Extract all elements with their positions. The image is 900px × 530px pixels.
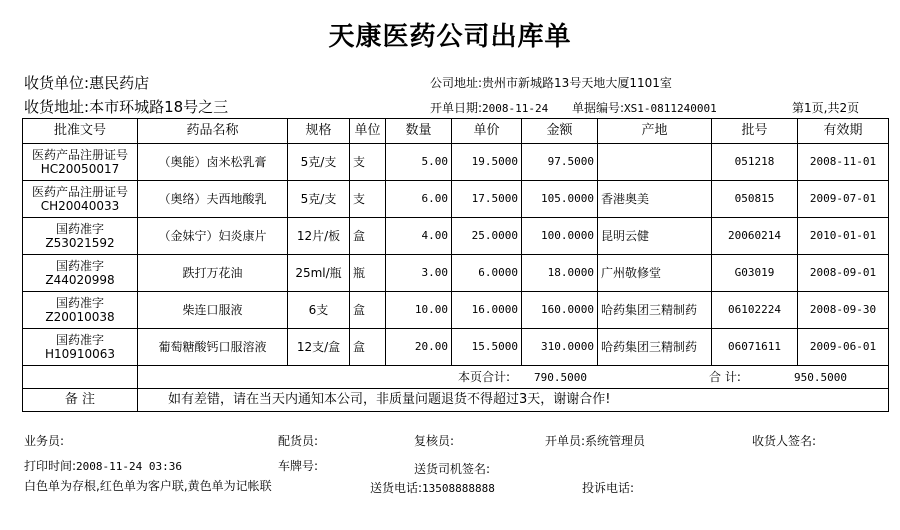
print-time-label: 打印时间:: [24, 459, 77, 473]
quantity-cell: 4.00: [386, 218, 452, 255]
batch-number-cell: 06071611: [712, 329, 798, 366]
delivery-phone-label: 送货电话:: [370, 481, 423, 495]
print-time: [24, 457, 182, 474]
issuer-value: 系统管理员: [585, 434, 646, 448]
expiry-date-cell: 2009-06-01: [798, 329, 889, 366]
amount-cell: 160.0000: [522, 292, 598, 329]
spec-cell: 5克/支: [288, 181, 350, 218]
document-number: [572, 99, 717, 116]
col-header: 批准文号: [23, 119, 138, 144]
totals-row: [23, 366, 889, 389]
origin-cell: 广州敬修堂: [598, 255, 712, 292]
driver-signature-label: 送货司机签名:: [414, 462, 491, 476]
issuer-label: 开单员:: [545, 434, 586, 448]
complaint-phone-label: 投诉电话:: [582, 481, 635, 495]
company-address-label: 公司地址:: [430, 76, 483, 90]
expiry-date-cell: 2008-09-01: [798, 255, 889, 292]
table-row: [23, 181, 889, 218]
col-header: 规格: [288, 119, 350, 144]
origin-cell: 香港奥美: [598, 181, 712, 218]
receiving-address-label: 收货地址:: [24, 98, 90, 116]
unit-cell: 支: [350, 144, 386, 181]
document-title: 天康医药公司出库单: [328, 22, 572, 52]
print-time-value: 2008-11-24 03:36: [76, 460, 183, 473]
batch-number-cell: G03019: [712, 255, 798, 292]
col-header: 单位: [350, 119, 386, 144]
col-header: 单价: [452, 119, 522, 144]
page-info: 第1页,共2页: [792, 101, 860, 115]
remarks-row: [23, 389, 889, 412]
spec-cell: 5克/支: [288, 144, 350, 181]
amount-cell: 105.0000: [522, 181, 598, 218]
receiving-unit: [24, 72, 149, 93]
drug-name-cell: 跌打万花油: [138, 255, 288, 292]
remarks-text: 如有差错，请在当天内通知本公司，非质量问题退货不得超过3天，谢谢合作!: [138, 389, 889, 412]
totals-blank-cell: [23, 366, 138, 389]
unit-cell: 盒: [350, 218, 386, 255]
drug-name-cell: 柴连口服液: [138, 292, 288, 329]
col-header: 批号: [712, 119, 798, 144]
company-address-value: 贵州市新城路13号天地大厦1101室: [482, 76, 672, 90]
receiving-unit-label: 收货单位:: [24, 74, 90, 92]
table-row: [23, 292, 889, 329]
amount-cell: 18.0000: [522, 255, 598, 292]
expiry-date-cell: 2009-07-01: [798, 181, 889, 218]
amount-cell: 310.0000: [522, 329, 598, 366]
batch-number-cell: 051218: [712, 144, 798, 181]
batch-number-cell: 050815: [712, 181, 798, 218]
spec-cell: 12支/盒: [288, 329, 350, 366]
delivery-phone: [370, 479, 495, 496]
unit-cell: 支: [350, 181, 386, 218]
salesman-label: 业务员:: [24, 434, 65, 448]
receiver-signature-label: 收货人签名:: [752, 434, 817, 448]
totals-cell: [138, 366, 889, 389]
copies-note: 白色单为存根,红色单为客户联,黄色单为记帐联: [24, 479, 272, 493]
origin-cell: 哈药集团三精制药: [598, 292, 712, 329]
unit-price-cell: 16.0000: [452, 292, 522, 329]
checker-label: 复核员:: [414, 434, 455, 448]
issue-date: [430, 99, 548, 116]
drug-name-cell: （金妹宁）妇炎康片: [138, 218, 288, 255]
col-header: 药品名称: [138, 119, 288, 144]
receiving-address-value: 本市环城路18号之三: [89, 98, 229, 116]
col-header: 数量: [386, 119, 452, 144]
batch-number-cell: 06102224: [712, 292, 798, 329]
page-total-label: 本页合计:: [458, 370, 511, 384]
quantity-cell: 3.00: [386, 255, 452, 292]
approval-number-cell: 医药产品注册证号HC20050017: [23, 144, 138, 181]
issue-date-label: 开单日期:: [430, 101, 483, 115]
batch-number-cell: 20060214: [712, 218, 798, 255]
approval-number-cell: 医药产品注册证号CH20040033: [23, 181, 138, 218]
grand-total-label: 合 计:: [709, 370, 741, 384]
document-number-value: XS1-0811240001: [624, 102, 717, 115]
unit-cell: 瓶: [350, 255, 386, 292]
unit-price-cell: 17.5000: [452, 181, 522, 218]
table-row: [23, 255, 889, 292]
spec-cell: 6支: [288, 292, 350, 329]
dispatcher-label: 配货员:: [278, 434, 319, 448]
expiry-date-cell: 2008-09-30: [798, 292, 889, 329]
unit-price-cell: 25.0000: [452, 218, 522, 255]
quantity-cell: 5.00: [386, 144, 452, 181]
origin-cell: 昆明云健: [598, 218, 712, 255]
unit-price-cell: 19.5000: [452, 144, 522, 181]
issuer: [545, 432, 645, 449]
table-header-row: [23, 119, 889, 144]
delivery-table: [22, 118, 889, 412]
quantity-cell: 6.00: [386, 181, 452, 218]
table-row: [23, 144, 889, 181]
approval-number-cell: 国药准字H10910063: [23, 329, 138, 366]
table-row: [23, 218, 889, 255]
col-header: 产地: [598, 119, 712, 144]
col-header: 有效期: [798, 119, 889, 144]
issue-date-value: 2008-11-24: [482, 102, 549, 115]
grand-total-value: 950.5000: [794, 371, 847, 384]
unit-price-cell: 15.5000: [452, 329, 522, 366]
quantity-cell: 20.00: [386, 329, 452, 366]
unit-cell: 盒: [350, 292, 386, 329]
amount-cell: 97.5000: [522, 144, 598, 181]
table-row: [23, 329, 889, 366]
company-address: [430, 74, 672, 91]
drug-name-cell: （奥能）卤米松乳膏: [138, 144, 288, 181]
col-header: 金额: [522, 119, 598, 144]
remarks-label: 备 注: [23, 389, 138, 412]
expiry-date-cell: 2010-01-01: [798, 218, 889, 255]
spec-cell: 12片/板: [288, 218, 350, 255]
unit-price-cell: 6.0000: [452, 255, 522, 292]
origin-cell: [598, 144, 712, 181]
spec-cell: 25ml/瓶: [288, 255, 350, 292]
drug-name-cell: （奥络）夫西地酸乳: [138, 181, 288, 218]
document-number-label: 单据编号:: [572, 101, 625, 115]
approval-number-cell: 国药准字Z44020998: [23, 255, 138, 292]
receiving-unit-value: 惠民药店: [89, 74, 150, 92]
plate-number-label: 车牌号:: [278, 459, 319, 473]
drug-name-cell: 葡萄糖酸钙口服溶液: [138, 329, 288, 366]
expiry-date-cell: 2008-11-01: [798, 144, 889, 181]
unit-cell: 盒: [350, 329, 386, 366]
approval-number-cell: 国药准字Z53021592: [23, 218, 138, 255]
receiving-address: [24, 96, 228, 117]
page-total-value: 790.5000: [534, 371, 587, 384]
origin-cell: 哈药集团三精制药: [598, 329, 712, 366]
amount-cell: 100.0000: [522, 218, 598, 255]
quantity-cell: 10.00: [386, 292, 452, 329]
approval-number-cell: 国药准字Z20010038: [23, 292, 138, 329]
delivery-phone-value: 13508888888: [422, 482, 495, 495]
